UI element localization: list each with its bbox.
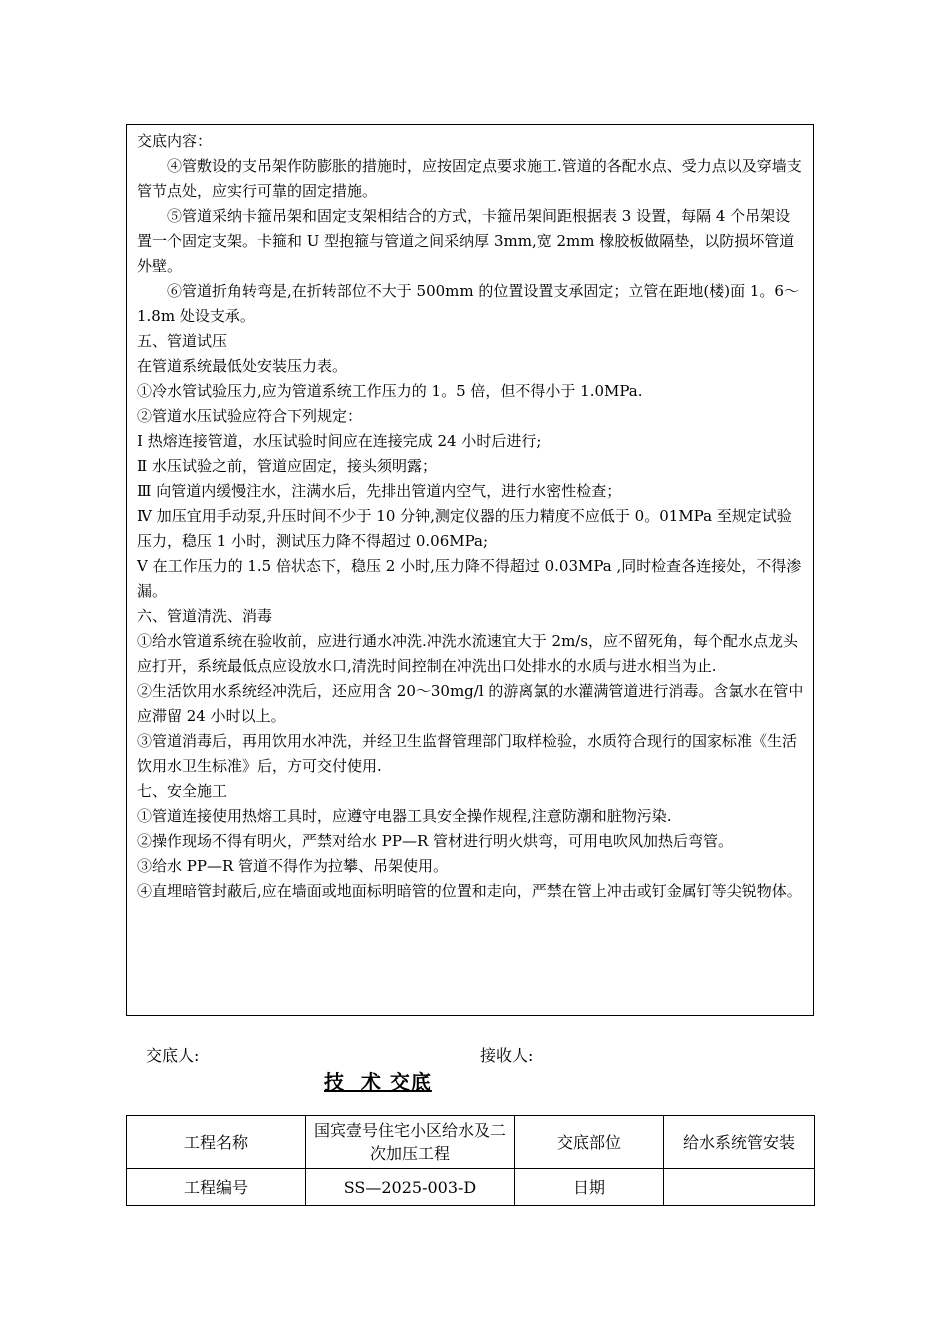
content-line: ①冷水管试验压力,应为管道系统工作压力的 1。5 倍，但不得小于 1.0MPa. [137, 382, 643, 400]
giver-signature-label: 交底人: [146, 1046, 200, 1065]
content-line: 六、管道清洗、消毒 [137, 607, 273, 625]
date-value [664, 1169, 815, 1206]
part-label: 交底部位 [515, 1116, 664, 1169]
content-line: ③管道消毒后，再用饮用水冲洗，并经卫生监督管理部门取样检验，水质符合现行的国家标准《生活饮用水卫生标准》后，方可交付使用. [137, 732, 798, 775]
content-line: ④管敷设的支吊架作防膨胀的措施时，应按固定点要求施工.管道的各配水点、受力点以及穿墙支管节点处，应实行可靠的固定措施。 [137, 157, 802, 200]
project-info-table [126, 1115, 815, 1206]
content-line: ①给水管道系统在验收前，应进行通水冲洗.冲洗水流速宜大于 2m/s，应不留死角，每个配水点龙头应打开，系统最低点应设放水口,清洗时间控制在冲洗出口处排水的水质与进水相当为止. [137, 632, 799, 675]
table-row [127, 1116, 815, 1169]
content-line: 交底内容： [137, 132, 213, 150]
content-line: Ⅳ 加压宜用手动泵,升压时间不少于 10 分钟,测定仪器的压力精度不应低于 0。01MPa 至规定试验压力，稳压 1 小时，测试压力降不得超过 0.06MPa; [137, 507, 792, 550]
disclosure-content-box [126, 124, 814, 1016]
project-no-label: 工程编号 [127, 1169, 306, 1206]
content-line: ②操作现场不得有明火，严禁对给水 PP—R 管材进行明火烘弯，可用电吹风加热后弯管。 [137, 832, 734, 850]
date-label: 日期 [515, 1169, 664, 1206]
content-line: ②管道水压试验应符合下列规定： [137, 407, 363, 425]
content-line: Ⅰ 热熔连接管道，水压试验时间应在连接完成 24 小时后进行; [137, 432, 542, 450]
content-line: Ⅲ 向管道内缓慢注水，注满水后，先排出管道内空气，进行水密性检查； [137, 482, 622, 500]
table-row [127, 1169, 815, 1206]
project-name-value: 国宾壹号住宅小区给水及二次加压工程 [306, 1116, 515, 1169]
document-title: 技 术 交底 [324, 1070, 432, 1094]
content-line: ⑤管道采纳卡箍吊架和固定支架相结合的方式，卡箍吊架间距根据表 3 设置，每隔 4 个吊架设置一个固定支架。卡箍和 U 型抱箍与管道之间采纳厚 3mm,宽 2mm 橡胶板做隔垫，以防损坏管道外壁。 [137, 207, 795, 275]
content-line: 五、管道试压 [137, 332, 228, 350]
part-value: 给水系统管安装 [664, 1116, 815, 1169]
content-line: 七、安全施工 [137, 782, 228, 800]
content-line: Ⅴ 在工作压力的 1.5 倍状态下，稳压 2 小时,压力降不得超过 0.03MPa ,同时检查各连接处，不得渗漏。 [137, 557, 802, 600]
content-line: ②生活饮用水系统经冲洗后，还应用含 20～30mg/l 的游离氯的水灌满管道进行消毒。含氯水在管中应滞留 24 小时以上。 [137, 682, 804, 725]
content-line: Ⅱ 水压试验之前，管道应固定，接头须明露； [137, 457, 437, 475]
content-line: ③给水 PP—R 管道不得作为拉攀、吊架使用。 [137, 857, 449, 875]
content-line: ④直埋暗管封蔽后,应在墙面或地面标明暗管的位置和走向，严禁在管上冲击或钉金属钉等尖锐物体。 [137, 882, 802, 900]
project-no-value: SS—2025-003-D [306, 1169, 515, 1206]
content-line: 在管道系统最低处安装压力表。 [137, 357, 348, 375]
receiver-signature-label: 接收人: [480, 1046, 534, 1065]
content-line: ⑥管道折角转弯是,在折转部位不大于 500mm 的位置设置支承固定；立管在距地(楼)面 1。6～1.8m 处设支承。 [137, 282, 799, 325]
project-name-label: 工程名称 [127, 1116, 306, 1169]
content-line: ①管道连接使用热熔工具时，应遵守电器工具安全操作规程,注意防潮和脏物污染. [137, 807, 672, 825]
